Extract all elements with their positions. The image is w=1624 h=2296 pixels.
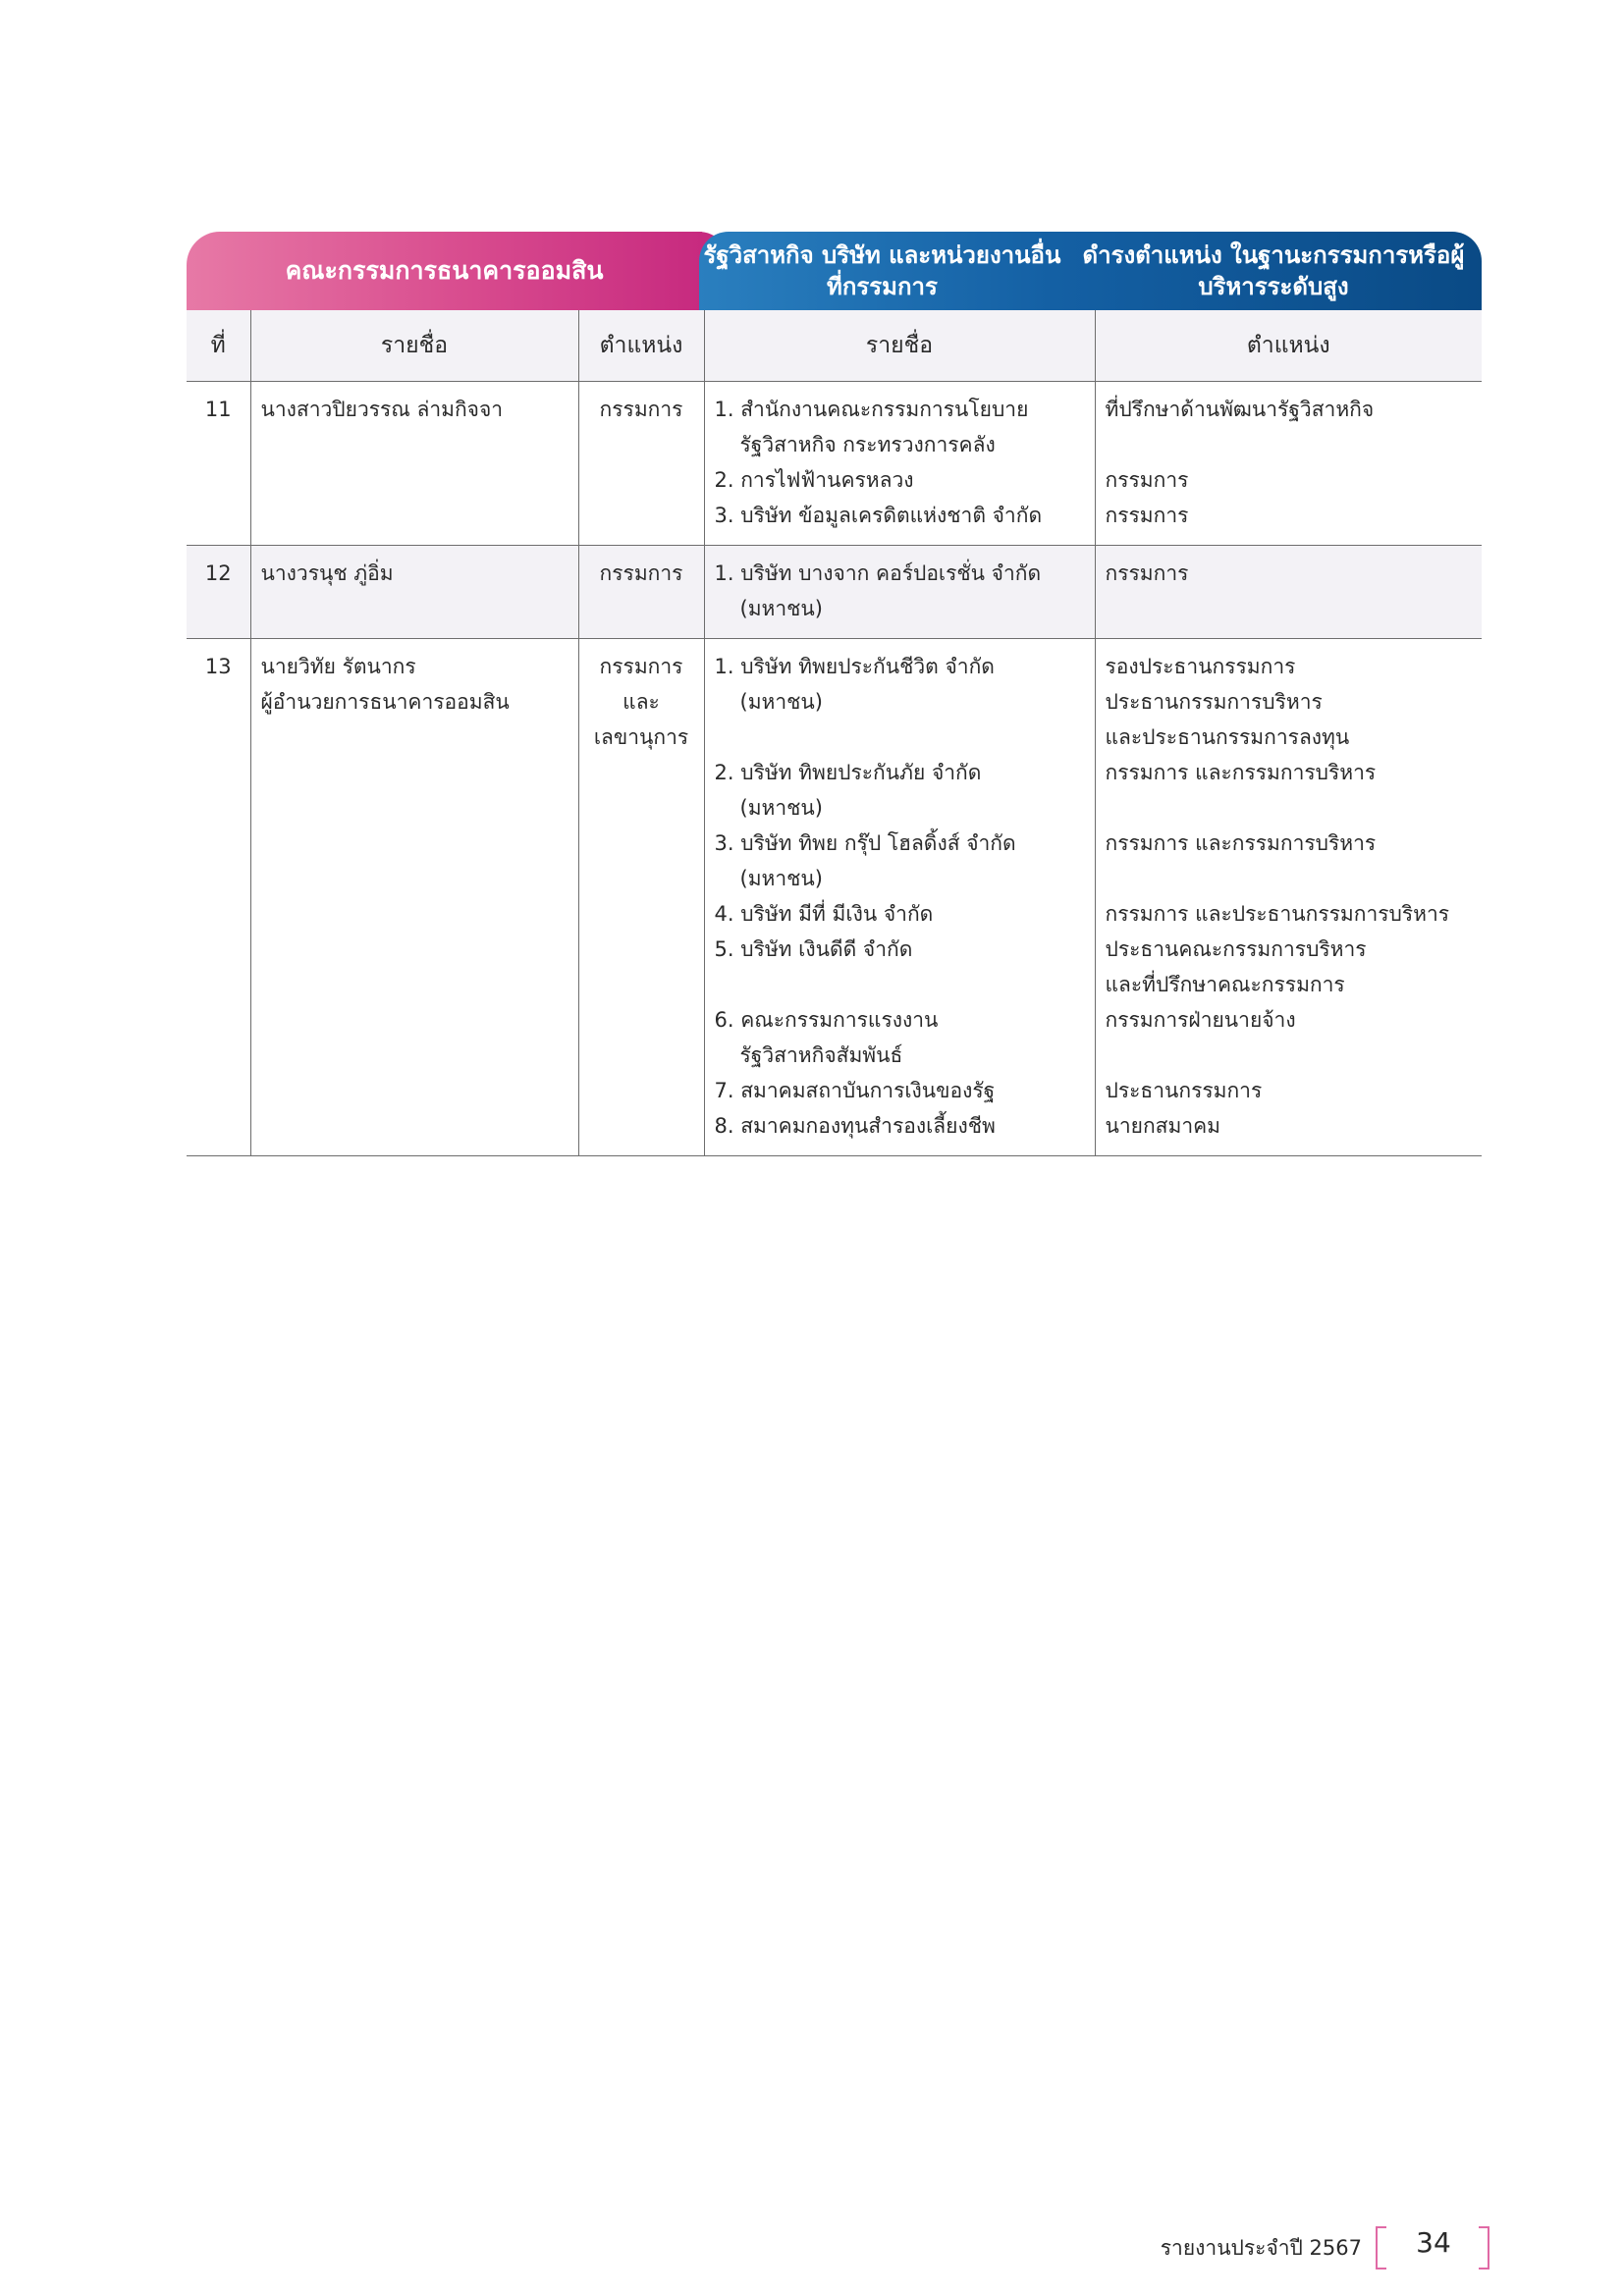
org-line: (มหาชน) (739, 796, 823, 820)
bracket-right-icon (1479, 2226, 1489, 2269)
table-row (187, 639, 1482, 1156)
org-position-spacer (1106, 861, 1473, 896)
header-name: รายชื่อ (250, 310, 578, 382)
org-line: 1. สำนักงานคณะกรรมการนโยบาย (714, 398, 1029, 421)
banner-right-title-line1: รัฐวิสาหกิจ บริษัท และหน่วยงานอื่นที่กรรมการ (703, 241, 1061, 300)
org-position-spacer (1106, 1038, 1473, 1073)
banner-other-positions (699, 232, 1482, 310)
organizations (704, 382, 1095, 546)
org-line: 2. การไฟฟ้านครหลวง (714, 468, 914, 492)
director-name (250, 546, 578, 639)
table-row (187, 382, 1482, 546)
position-line: กรรมการ (599, 398, 683, 421)
org-spacer (715, 720, 1085, 755)
org-line: 6. คณะกรรมการแรงงาน (714, 1008, 939, 1032)
org-line: 8. สมาคมกองทุนสำรองเลี้ยงชีพ (714, 1114, 996, 1138)
organization-positions (1095, 382, 1482, 546)
name-line: นางวรนุช ภู่อิ่ม (260, 561, 394, 585)
name-line: นางสาวปิยวรรณ ล่ามกิจจา (260, 398, 504, 421)
org-line: 4. บริษัท มีที่ มีเงิน จำกัด (714, 902, 934, 926)
page-number: 34 (1416, 2226, 1451, 2259)
director-name (250, 639, 578, 1156)
org-position-line: รองประธานกรรมการ (1105, 655, 1296, 678)
bracket-left-icon (1376, 2226, 1386, 2269)
director-position (578, 639, 704, 1156)
org-position-line: กรรมการ (1105, 504, 1189, 527)
directors-table (187, 310, 1482, 1156)
header-organization: รายชื่อ (704, 310, 1095, 382)
banner-right-title-line2: ดำรงตำแหน่ง ในฐานะกรรมการหรือผู้บริหารระดับสูง (1082, 241, 1465, 300)
header-position: ตำแหน่ง (578, 310, 704, 382)
org-line: 1. บริษัท บางจาก คอร์ปอเรชั่น จำกัด (714, 561, 1042, 585)
org-line: รัฐวิสาหกิจ กระทรวงการคลัง (739, 433, 996, 456)
director-position (578, 382, 704, 546)
org-position-line: และประธานกรรมการลงทุน (1105, 725, 1350, 749)
org-position-line: และที่ปรึกษาคณะกรรมการ (1105, 973, 1345, 996)
name-line: ผู้อำนวยการธนาคารออมสิน (260, 690, 510, 714)
table-row (187, 546, 1482, 639)
org-line: 3. บริษัท ทิพย กรุ๊ป โฮลดิ้งส์ จำกัด (714, 831, 1016, 855)
organization-positions (1095, 639, 1482, 1156)
director-name (250, 382, 578, 546)
page-footer (1139, 2226, 1492, 2269)
org-position-line: ที่ปรึกษาด้านพัฒนารัฐวิสาหกิจ (1105, 398, 1375, 421)
org-position-line: ประธานกรรมการ (1105, 1079, 1263, 1102)
director-position (578, 546, 704, 639)
row-number: 12 (187, 546, 250, 639)
org-position-line: กรรมการฝ่ายนายจ้าง (1105, 1008, 1296, 1032)
banner-left-title: คณะกรรมการธนาคารออมสิน (285, 256, 604, 285)
org-line: 5. บริษัท เงินดีดี จำกัด (714, 937, 913, 961)
org-line: รัฐวิสาหกิจสัมพันธ์ (739, 1043, 903, 1067)
organization-positions (1095, 546, 1482, 639)
row-number: 11 (187, 382, 250, 546)
org-line: 3. บริษัท ข้อมูลเครดิตแห่งชาติ จำกัด (714, 504, 1043, 527)
name-line: นายวิทัย รัตนากร (260, 655, 416, 678)
position-line: กรรมการ (599, 561, 683, 585)
org-line: (มหาชน) (739, 690, 823, 714)
header-organization-position: ตำแหน่ง (1095, 310, 1482, 382)
org-position-line: กรรมการ และกรรมการบริหาร (1105, 761, 1377, 784)
org-line: 7. สมาคมสถาบันการเงินของรัฐ (714, 1079, 996, 1102)
org-position-spacer (1106, 790, 1473, 826)
org-line: (มหาชน) (739, 867, 823, 890)
table-header-row (187, 310, 1482, 382)
organizations (704, 639, 1095, 1156)
org-position-line: นายกสมาคม (1105, 1114, 1221, 1138)
org-position-line: กรรมการ และกรรมการบริหาร (1105, 831, 1377, 855)
org-position-line: กรรมการ (1105, 561, 1189, 585)
position-line: กรรมการ (599, 655, 683, 678)
org-position-line: กรรมการ และประธานกรรมการบริหาร (1105, 902, 1450, 926)
org-line: 2. บริษัท ทิพยประกันภัย จำกัด (714, 761, 982, 784)
org-position-line: ประธานคณะกรรมการบริหาร (1105, 937, 1367, 961)
position-line: เลขานุการ (593, 725, 689, 749)
org-spacer (715, 967, 1085, 1002)
row-number: 13 (187, 639, 250, 1156)
position-line: และ (623, 690, 660, 714)
organizations (704, 546, 1095, 639)
banner-board-of-directors (187, 232, 702, 310)
org-position-line: กรรมการ (1105, 468, 1189, 492)
report-label: รายงานประจำปี 2567 (1160, 2236, 1362, 2260)
org-line: 1. บริษัท ทิพยประกันชีวิต จำกัด (714, 655, 995, 678)
org-line: (มหาชน) (739, 597, 823, 620)
org-position-spacer (1106, 427, 1473, 462)
org-position-line: ประธานกรรมการบริหาร (1105, 690, 1323, 714)
header-no: ที่ (187, 310, 250, 382)
